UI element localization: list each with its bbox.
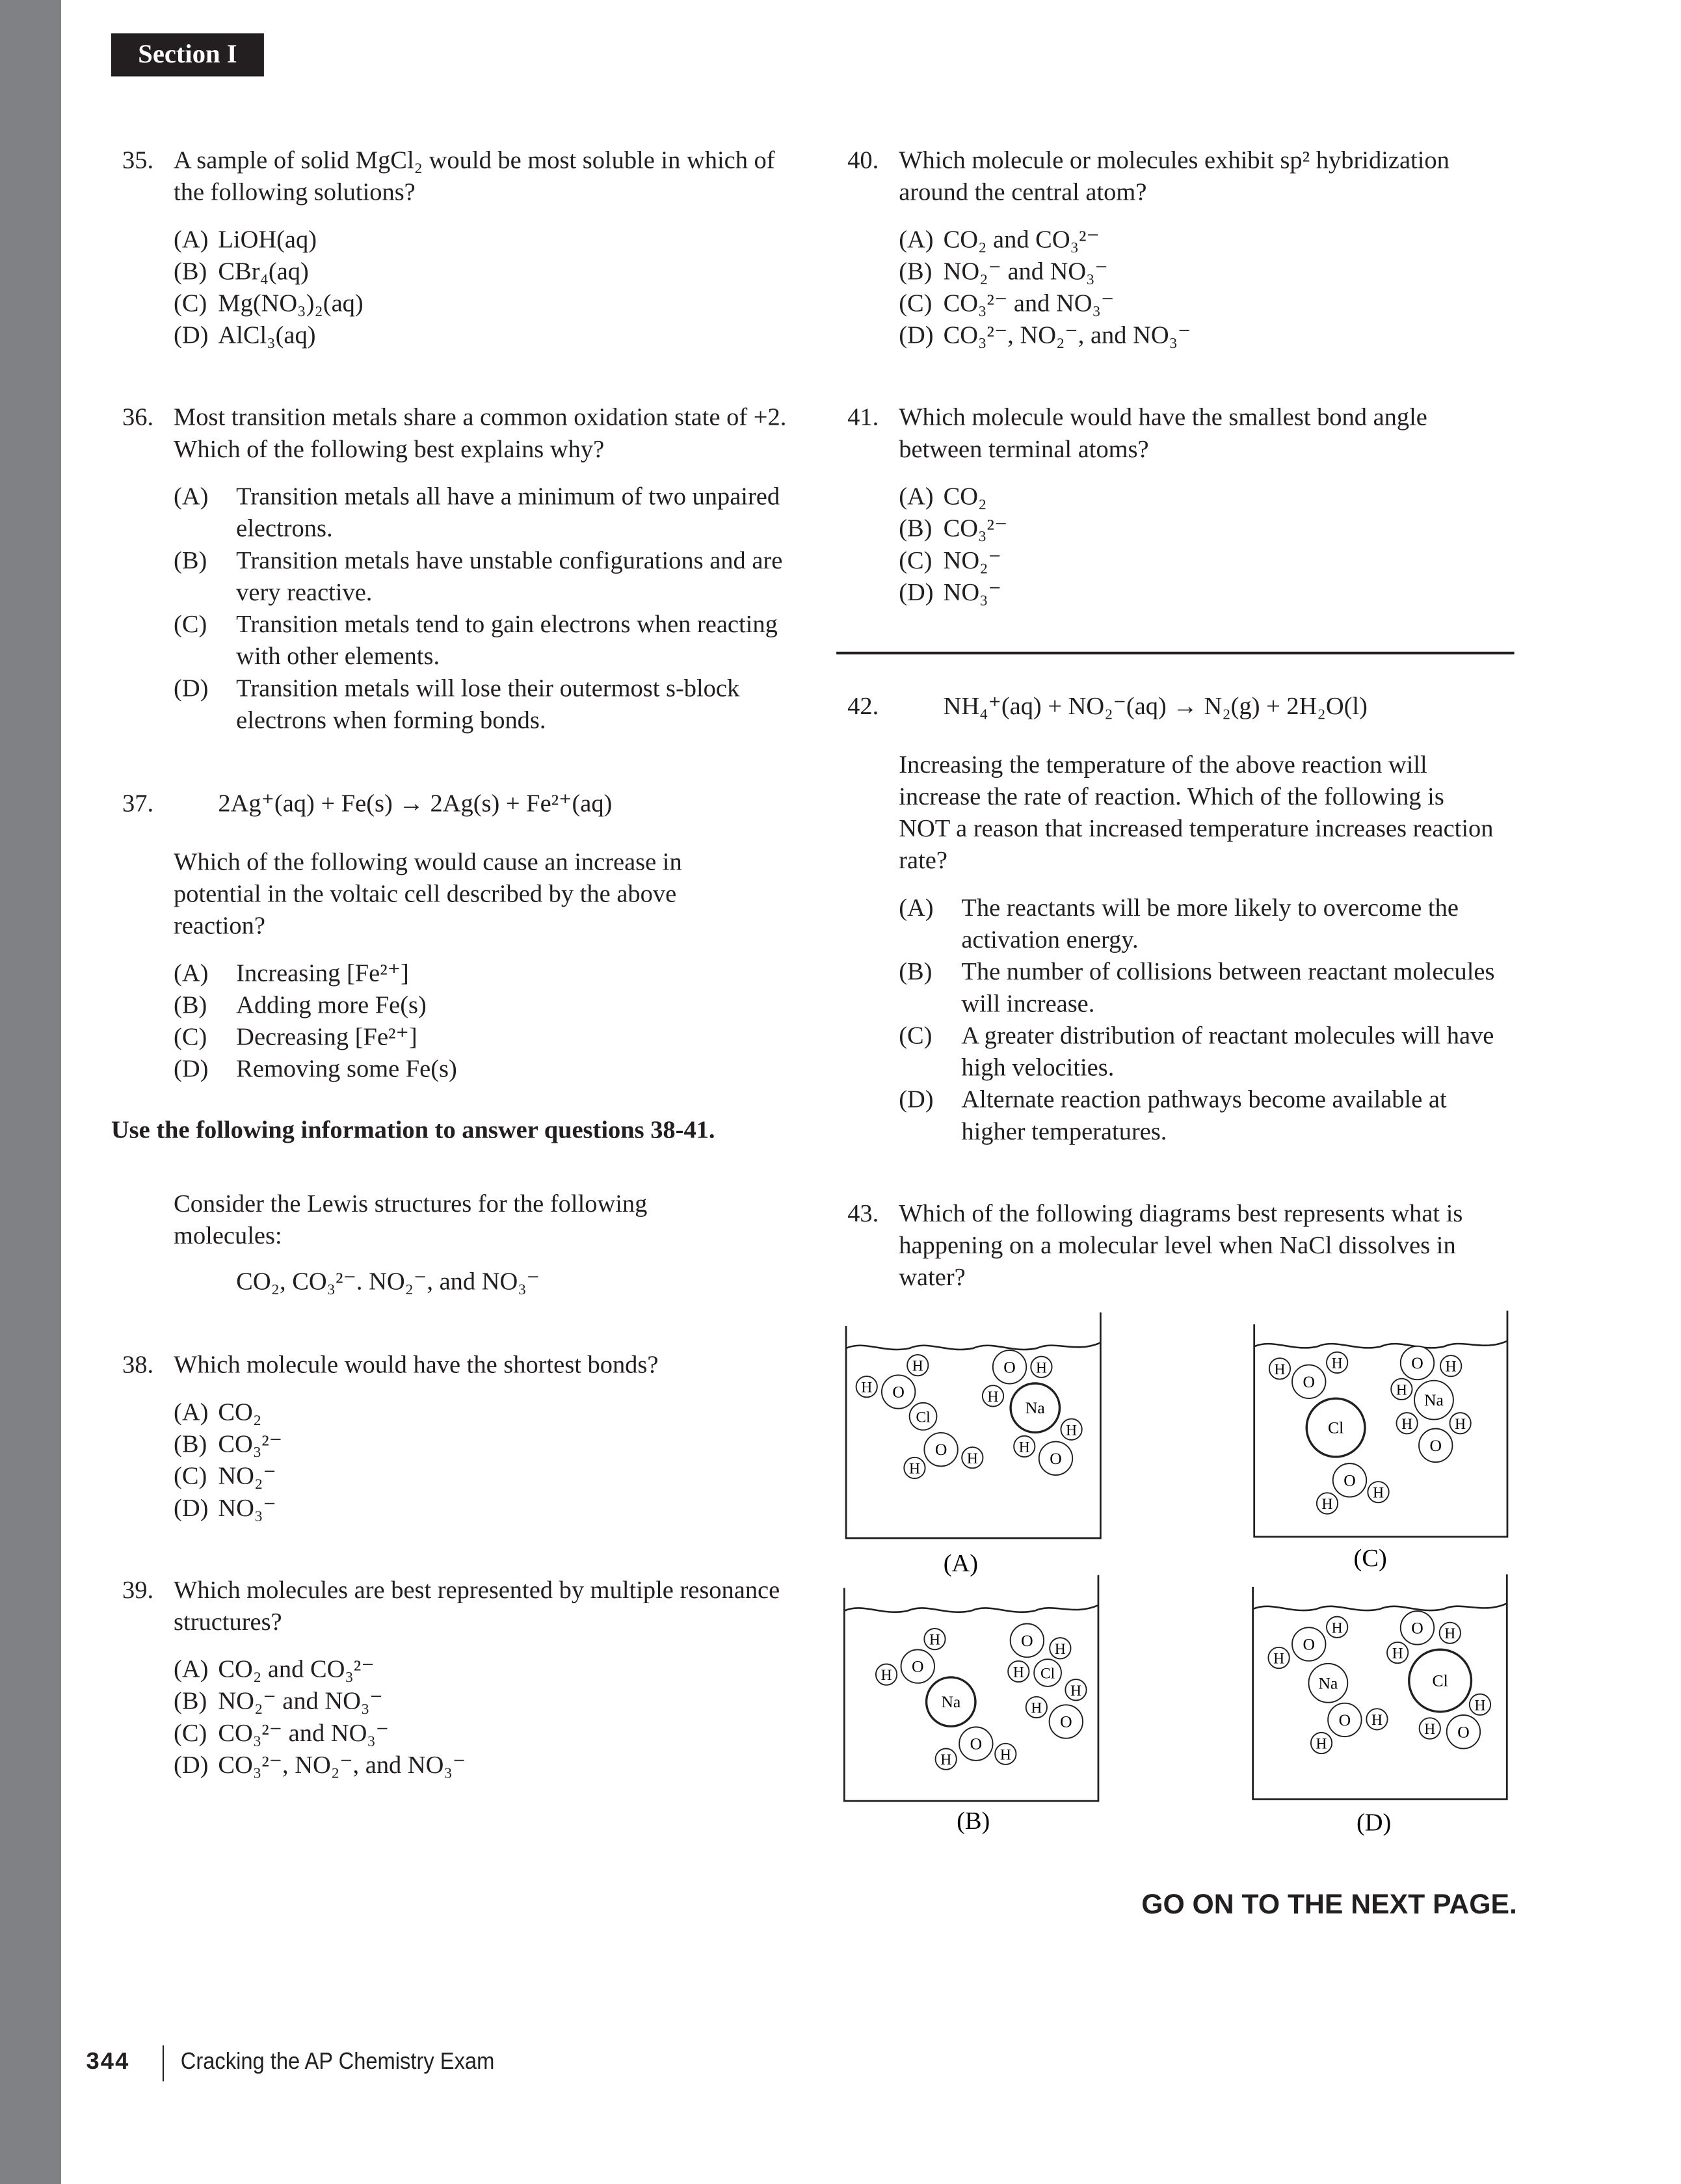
option-letter: (D) (174, 1054, 209, 1083)
atom-h (1031, 1357, 1052, 1378)
option-letter: (B) (174, 1686, 207, 1715)
atom-cl (1034, 1659, 1061, 1686)
option-text: CO₃²⁻ (218, 1430, 283, 1458)
atom-label: H (929, 1631, 940, 1649)
atom-label: H (1392, 1645, 1403, 1662)
question-stem: Which molecules are best represented by multiple resonance structures? (174, 1575, 780, 1636)
instruction-heading: Use the following information to answer questions 38-41. (111, 1115, 715, 1144)
option-letter: (B) (174, 546, 207, 574)
atom-label: H (1455, 1415, 1466, 1433)
water-surface (1254, 1341, 1507, 1348)
option-text: CO₂ and CO₃²⁻ (943, 225, 1100, 253)
atom-h (1268, 1647, 1289, 1668)
atom-label: H (1424, 1721, 1436, 1738)
option-letter: (A) (174, 225, 209, 253)
option-letter: (C) (174, 1718, 207, 1747)
option-text: NO₂⁻ (943, 546, 1001, 574)
atom-label: O (892, 1382, 905, 1402)
atom-h (1420, 1718, 1440, 1738)
atom-label: H (880, 1667, 892, 1685)
atom-label: H (1316, 1735, 1327, 1753)
atom-label: H (1371, 1711, 1383, 1729)
water-surface (846, 1342, 1100, 1350)
atom-label: H (1018, 1439, 1030, 1456)
atom-label: H (912, 1357, 923, 1375)
question-number: 43. (847, 1199, 879, 1227)
atom-label: H (1445, 1358, 1457, 1376)
atom-h (983, 1385, 1003, 1406)
atom-label: O (1050, 1448, 1062, 1468)
option-text: Transition metals have unstable configurations and are very reactive. (236, 546, 783, 606)
atom-label: H (1474, 1697, 1486, 1714)
question-number: 37. (122, 789, 154, 818)
option-text: CO₃²⁻, NO₂⁻, and NO₃⁻ (218, 1750, 466, 1779)
atom-h (1440, 1623, 1461, 1644)
next-page-notice: GO ON TO THE NEXT PAGE. (1141, 1889, 1517, 1921)
option-text: Removing some Fe(s) (236, 1054, 457, 1083)
atom-h (907, 1355, 928, 1376)
atom-h (962, 1447, 983, 1468)
option-text: NO₂⁻ (218, 1461, 276, 1490)
reaction-equation: 2Ag⁺(aq) + Fe(s) → 2Ag(s) + Fe²⁺(aq) (218, 789, 613, 818)
atom-label: H (1031, 1699, 1042, 1717)
option-letter: (C) (174, 1461, 207, 1490)
option-letter: (A) (174, 1655, 209, 1683)
atom-label: Na (1318, 1673, 1338, 1693)
diagram-label: (B) (957, 1807, 990, 1835)
option-text: CO₂ and CO₃²⁻ (218, 1655, 375, 1683)
atom-label: Na (1025, 1398, 1045, 1418)
atom-o (901, 1649, 934, 1683)
question-stem: Most transition metals share a common oxidation state of +2. Which of the following best explains why? (174, 403, 787, 463)
option-text: Transition metals tend to gain electrons when reacting with other elements. (236, 609, 778, 670)
atom-label: H (861, 1379, 873, 1396)
question-number: 39. (122, 1575, 154, 1604)
atom-h (1014, 1436, 1035, 1457)
diagram-a[interactable] (846, 1312, 1100, 1577)
atom-label: O (912, 1657, 924, 1676)
atom-label: H (908, 1460, 920, 1478)
atom-o (1419, 1429, 1452, 1462)
atom-na (927, 1677, 975, 1726)
atom-label: H (1321, 1496, 1333, 1513)
question-stem: Which molecule would have the shortest bonds? (174, 1350, 659, 1379)
option-letter: (D) (899, 578, 934, 606)
option-text: CO₃²⁻ (943, 514, 1008, 542)
reaction-equation: NH₄⁺(aq) + NO₂⁻(aq) → N₂(g) + 2H₂O(l) (943, 691, 1368, 720)
atom-h (1396, 1413, 1417, 1433)
atom-h (1327, 1617, 1347, 1638)
option-text: Alternate reaction pathways become available at higher temperatures. (961, 1085, 1447, 1145)
atom-label: Cl (1432, 1671, 1448, 1690)
atom-h (924, 1629, 945, 1649)
option-letter: (D) (899, 1085, 934, 1113)
atom-label: O (1303, 1372, 1316, 1391)
diagram-b[interactable] (844, 1575, 1098, 1835)
atom-label: O (1457, 1722, 1470, 1742)
option-text: CO₂ (943, 482, 987, 511)
diagram-label: (C) (1353, 1545, 1387, 1573)
option-text: CO₃²⁻ and NO₃⁻ (943, 289, 1115, 317)
water-surface (1253, 1603, 1507, 1610)
question-number: 40. (847, 146, 879, 174)
option-text: CO₃²⁻, NO₂⁻, and NO₃⁻ (943, 321, 1191, 349)
atom-label: H (999, 1746, 1011, 1764)
atom-o (1292, 1627, 1325, 1660)
atom-cl (1409, 1649, 1472, 1712)
atom-label: O (1003, 1357, 1016, 1377)
option-text: Mg(NO₃)₂(aq) (218, 289, 364, 317)
atom-h (1050, 1638, 1070, 1658)
atom-h (876, 1664, 897, 1685)
atom-label: H (1054, 1640, 1066, 1658)
atom-o (1011, 1624, 1044, 1657)
option-letter: (B) (174, 991, 207, 1019)
atom-label: H (987, 1388, 999, 1405)
option-text: NO₂⁻ and NO₃⁻ (218, 1686, 383, 1715)
atom-h (1269, 1358, 1290, 1379)
atom-na (1011, 1383, 1059, 1432)
option-text: Transition metals all have a minimum of two unpaired electrons. (236, 482, 780, 542)
atom-label: O (1021, 1631, 1033, 1650)
option-letter: (A) (899, 482, 934, 511)
option-text: CO₂ (218, 1398, 262, 1426)
atom-label: O (934, 1440, 947, 1459)
question-number: 38. (122, 1350, 154, 1379)
atom-label: H (1444, 1625, 1456, 1643)
option-text: The number of collisions between reactant molecules will increase. (961, 957, 1495, 1017)
atom-h (1470, 1694, 1490, 1715)
option-letter: (D) (174, 1750, 209, 1779)
option-letter: (A) (174, 482, 209, 511)
atom-h (1008, 1661, 1029, 1682)
water-surface (844, 1605, 1098, 1612)
book-title: Cracking the AP Chemistry Exam (180, 2047, 495, 2075)
atom-label: O (970, 1734, 983, 1753)
option-letter: (D) (174, 1493, 209, 1522)
atom-label: O (1411, 1353, 1423, 1373)
question-stem: Which molecule would have the smallest bond angle between terminal atoms? (899, 403, 1427, 463)
atom-h (1368, 1482, 1388, 1502)
option-letter: (B) (899, 957, 933, 985)
option-letter: (D) (174, 321, 209, 349)
atom-label: H (1066, 1422, 1078, 1439)
option-text: AlCl₃(aq) (218, 321, 316, 349)
atom-label: Cl (1040, 1665, 1055, 1683)
option-letter: (B) (174, 1430, 207, 1458)
atom-cl (910, 1403, 937, 1430)
consider-text: Consider the Lewis structures for the following molecules: (174, 1189, 648, 1249)
atom-o (993, 1350, 1026, 1383)
diagram-label: (A) (943, 1550, 979, 1578)
atom-label: O (1343, 1471, 1356, 1490)
option-text: CO₃²⁻ and NO₃⁻ (218, 1718, 390, 1747)
diagram-c[interactable] (1254, 1311, 1507, 1572)
option-letter: (C) (899, 546, 933, 574)
atom-na (1308, 1664, 1347, 1703)
atom-label: O (1429, 1435, 1442, 1455)
atom-h (904, 1458, 925, 1478)
atom-label: H (1273, 1650, 1285, 1668)
atom-o (959, 1727, 992, 1760)
atom-o (1292, 1365, 1325, 1398)
diagram-d[interactable] (1253, 1575, 1507, 1837)
atom-na (1414, 1381, 1453, 1420)
question-number: 36. (122, 403, 154, 431)
option-letter: (A) (174, 959, 209, 987)
footer-divider (163, 2045, 164, 2082)
option-letter: (C) (899, 1021, 933, 1049)
atom-o (1447, 1715, 1480, 1748)
option-text: NO₃⁻ (218, 1493, 276, 1522)
option-text: Transition metals will lose their outermost s-block electrons when forming bonds. (236, 674, 740, 734)
question-stem: Which of the following would cause an increase in potential in the voltaic cell described by the above reaction? (174, 847, 682, 940)
atom-label: H (1274, 1361, 1286, 1378)
question-number: 35. (122, 146, 154, 174)
option-letter: (A) (174, 1398, 209, 1426)
atom-label: O (1303, 1634, 1316, 1654)
atom-h (1440, 1355, 1461, 1376)
atom-o (924, 1433, 957, 1466)
option-text: Adding more Fe(s) (236, 991, 427, 1019)
atom-label: Na (1424, 1391, 1444, 1410)
question-stem: A sample of solid MgCl₂ would be most soluble in which of the following solutions? (174, 146, 775, 206)
atom-o (1328, 1703, 1361, 1737)
option-letter: (D) (899, 321, 934, 349)
option-letter: (C) (174, 609, 207, 638)
question-stem: Increasing the temperature of the above reaction will increase the rate of reaction. Which of the following is NOT a reason that increased temperature increases reaction rate? (899, 750, 1494, 874)
atom-cl (1306, 1398, 1365, 1457)
atom-label: Cl (916, 1409, 931, 1426)
option-text: CBr₄(aq) (218, 257, 309, 285)
atom-label: H (1035, 1359, 1047, 1377)
option-letter: (C) (174, 1022, 207, 1051)
molecule-list: CO₂, CO₃²⁻. NO₂⁻, and NO₃⁻ (236, 1267, 540, 1296)
atom-h (1061, 1419, 1081, 1440)
atom-h (1366, 1709, 1387, 1729)
atom-label: H (966, 1450, 978, 1467)
atom-o (882, 1375, 915, 1408)
atom-h (1327, 1352, 1347, 1373)
option-letter: (C) (174, 289, 207, 317)
atom-h (856, 1376, 877, 1397)
atom-label: H (1070, 1682, 1081, 1699)
page-number: 344 (86, 2047, 130, 2075)
atom-label: H (1396, 1381, 1407, 1399)
option-letter: (D) (174, 674, 209, 702)
option-text: A greater distribution of reactant molecules will have high velocities. (961, 1021, 1494, 1082)
option-text: The reactants will be more likely to overcome the activation energy. (961, 893, 1459, 953)
option-text: NO₂⁻ and NO₃⁻ (943, 257, 1108, 285)
atom-label: H (1013, 1664, 1024, 1681)
option-letter: (A) (899, 225, 934, 253)
atom-label: O (1411, 1618, 1423, 1638)
atom-label: O (1060, 1712, 1072, 1731)
atom-h (1449, 1413, 1470, 1433)
atom-label: H (940, 1751, 952, 1769)
option-letter: (C) (899, 289, 933, 317)
atom-h (1311, 1733, 1332, 1753)
atom-o (1333, 1463, 1366, 1497)
atom-label: H (1331, 1619, 1343, 1637)
atom-o (1039, 1442, 1072, 1475)
option-text: Increasing [Fe²⁺] (236, 959, 409, 987)
option-text: LiOH(aq) (218, 225, 317, 253)
atom-label: H (1401, 1415, 1413, 1433)
option-text: Decreasing [Fe²⁺] (236, 1022, 417, 1051)
atom-h (1026, 1697, 1047, 1718)
question-stem: Which molecule or molecules exhibit sp² hybridization around the central atom? (899, 146, 1449, 206)
option-letter: (B) (899, 514, 933, 542)
section-tag: Section I (111, 33, 264, 76)
atom-o (1401, 1346, 1434, 1379)
question-number: 42. (847, 691, 879, 720)
atom-h (1387, 1642, 1408, 1663)
atom-o (1401, 1611, 1434, 1644)
atom-h (1065, 1679, 1086, 1700)
atom-h (995, 1744, 1016, 1765)
atom-h (936, 1749, 957, 1770)
option-letter: (B) (899, 257, 933, 285)
option-letter: (B) (174, 257, 207, 285)
option-letter: (A) (899, 893, 934, 922)
question-number: 41. (847, 403, 879, 431)
option-text: NO₃⁻ (943, 578, 1001, 606)
atom-label: Na (941, 1692, 961, 1712)
atom-h (1317, 1493, 1338, 1513)
atom-h (1391, 1379, 1412, 1400)
atom-o (1050, 1705, 1083, 1738)
diagram-label: (D) (1356, 1809, 1392, 1837)
question-stem: Which of the following diagrams best represents what is happening on a molecular level when NaCl dissolves in water? (899, 1199, 1463, 1291)
atom-label: H (1331, 1355, 1343, 1372)
atom-label: H (1373, 1484, 1384, 1502)
atom-label: Cl (1327, 1418, 1344, 1437)
atom-label: O (1338, 1710, 1351, 1729)
